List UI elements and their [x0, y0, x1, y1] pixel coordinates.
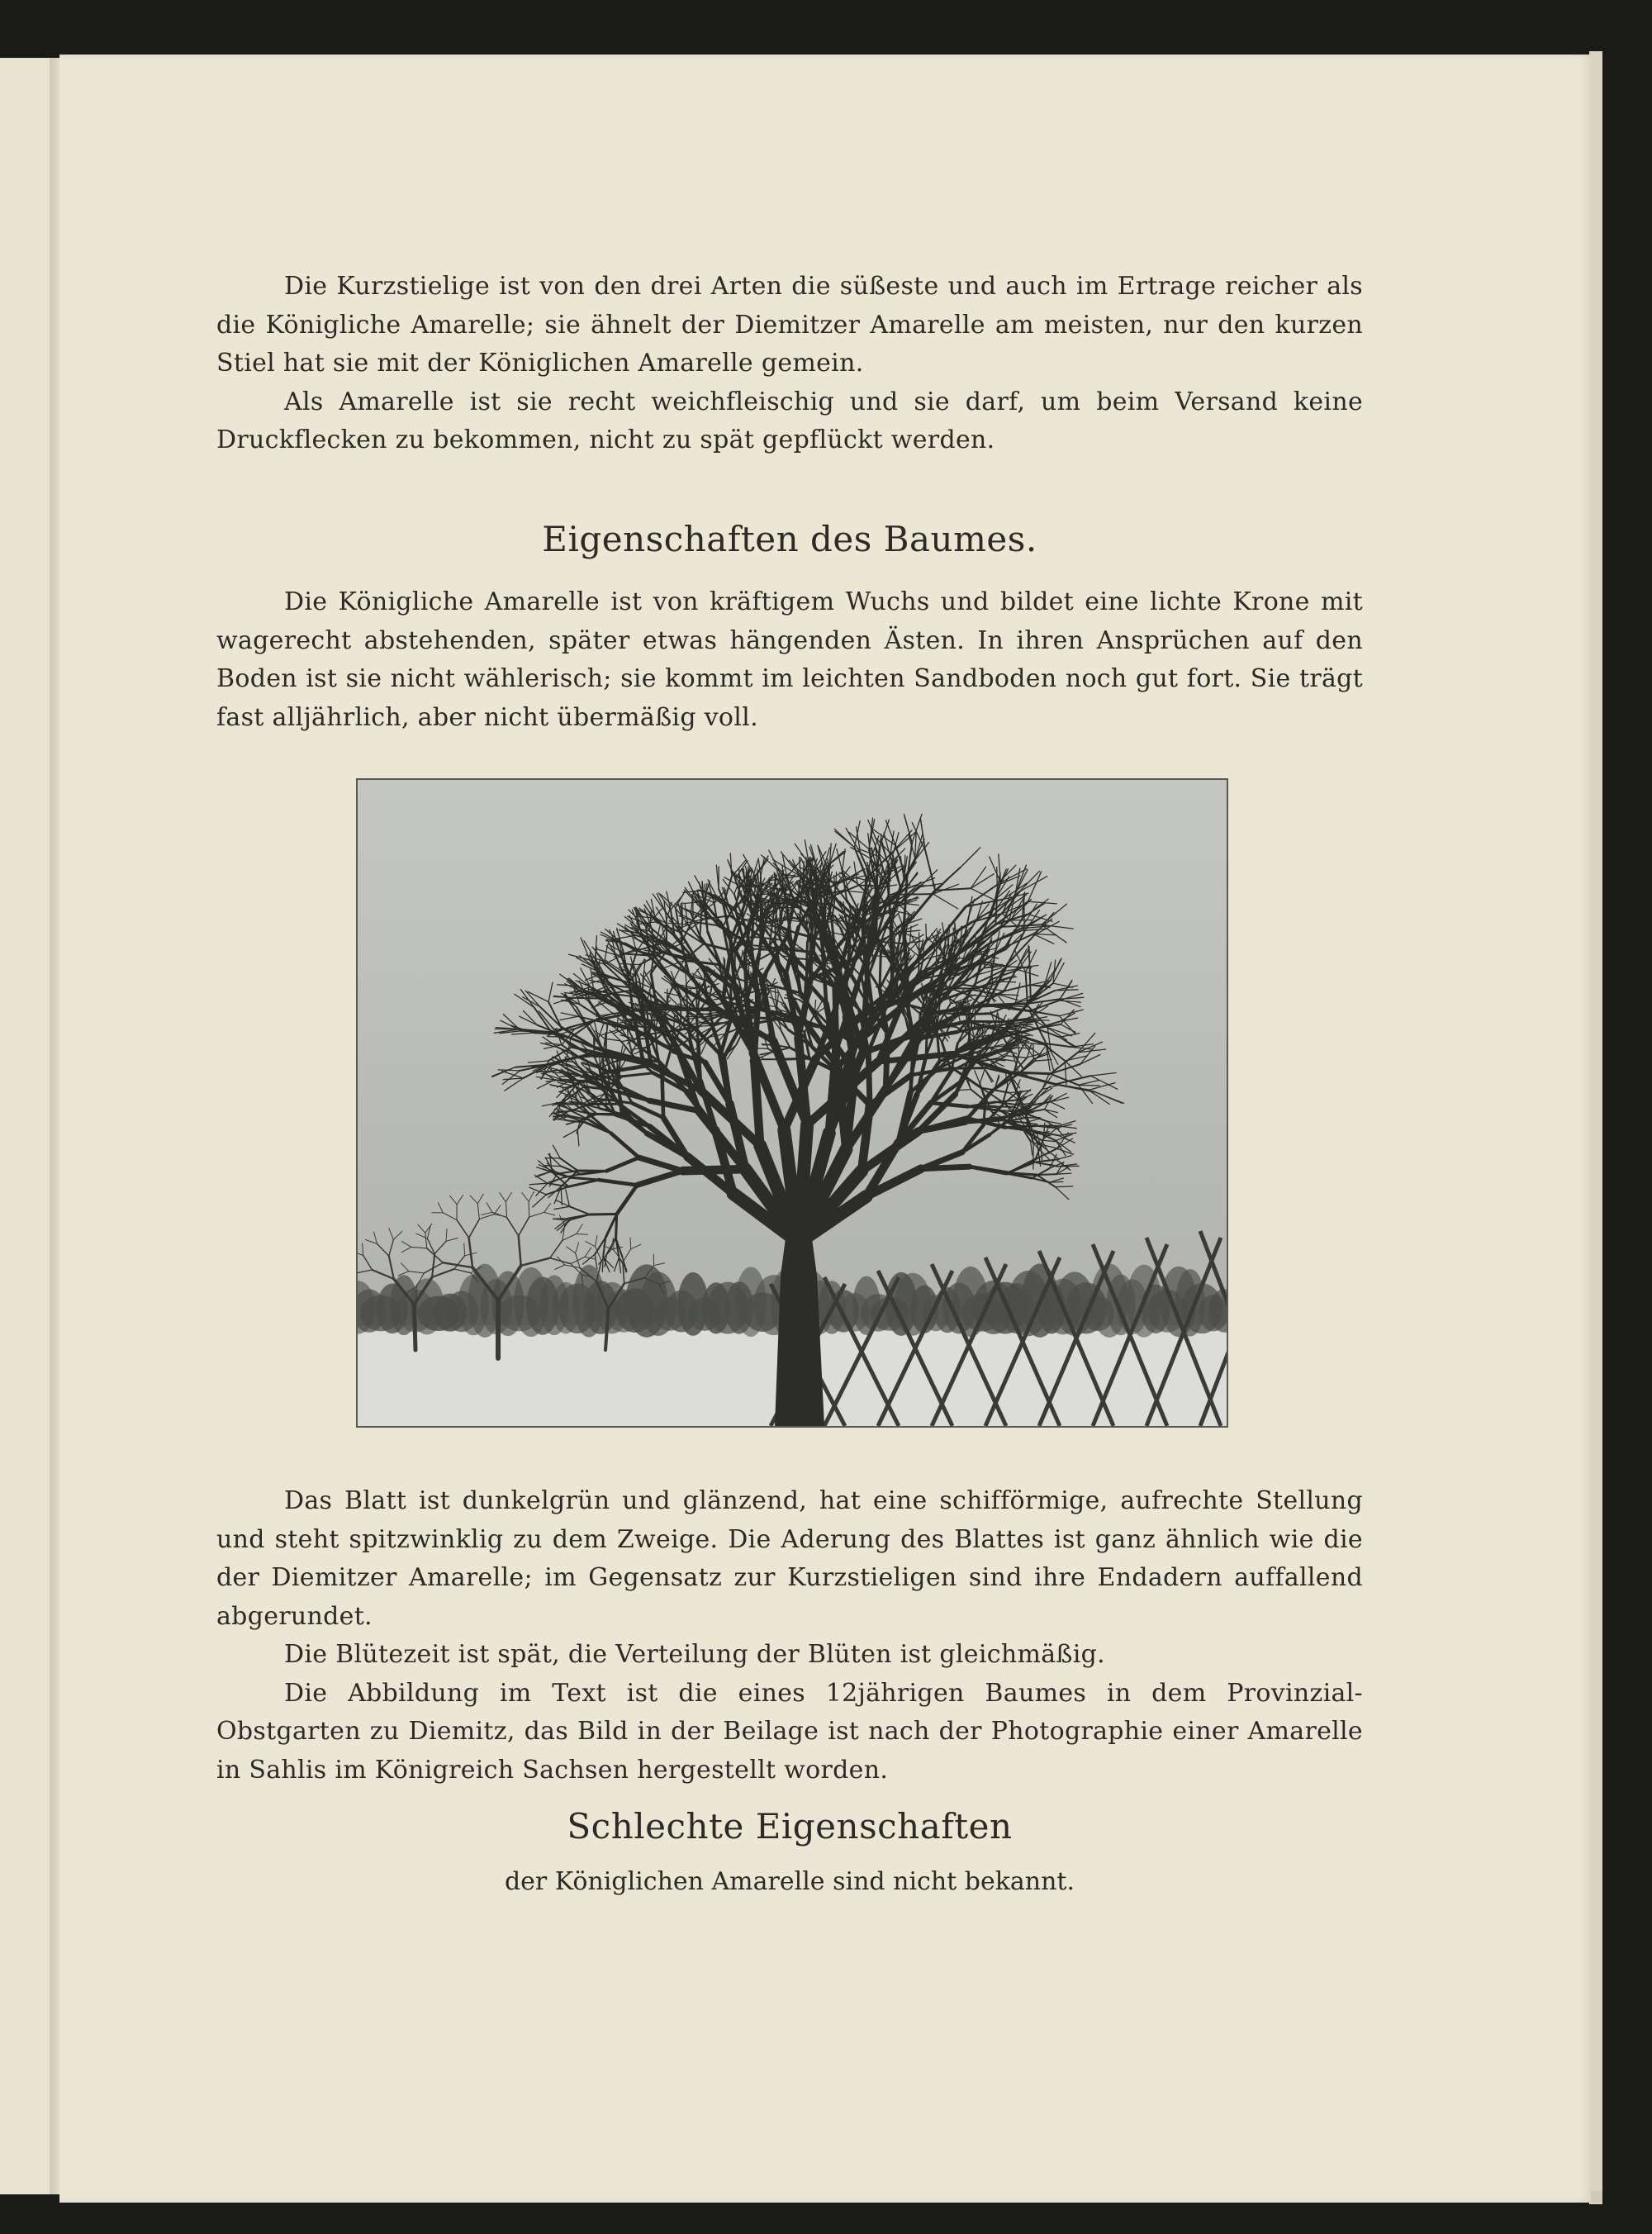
- paragraph-bloom: Die Blütezeit ist spät, die Verteilung der Blüten ist gleichmäßig.: [284, 1640, 1105, 1669]
- paragraph-tree-growth: Die Königliche Amarelle ist von kräftigem Wuchs und bildet eine lichte Krone mit wagerecht abstehenden, später etwas hängenden Ästen. In ihren Ansprüchen auf den Boden ist sie nicht wählerisch; sie kommt im leichten Sandboden noch gut fort. Sie trägt fast alljährlich, aber nicht übermäßig voll.: [216, 587, 1363, 732]
- heading-tree-properties: Eigenschaften des Baumes.: [542, 519, 1037, 559]
- left-page-edge: [0, 58, 56, 2194]
- bad-properties-note: der Königlichen Amarelle sind nicht bekannt.: [504, 1867, 1075, 1896]
- intro-text-block: [216, 268, 1363, 460]
- paragraph-illustration-note: Die Abbildung im Text ist die eines 12jährigen Baumes in dem Provinzial-Obstgarten zu Diemitz, das Bild in der Beilage ist nach der Photographie einer Amarelle in Sahlis im Königreich Sachsen hergestellt worden.: [216, 1678, 1363, 1785]
- leaf-text-block: [216, 1482, 1363, 1790]
- heading-bad-properties: Schlechte Eigenschaften: [567, 1806, 1013, 1847]
- tree-text-block: [216, 583, 1363, 737]
- tree-illustration: [358, 780, 1227, 1426]
- paragraph-kurzstielige: Die Kurzstielige ist von den drei Arten die süßeste und auch im Ertrage reicher als die Königliche Amarelle; sie ähnelt der Diemitzer Amarelle am meisten, nur den kurzen Stiel hat sie mit der Königlichen Amarelle gemein.: [216, 272, 1363, 378]
- paragraph-weichfleischig: Als Amarelle ist sie recht weichfleischig und sie darf, um beim Versand keine Druckflecken zu bekommen, nicht zu spät gepflückt werden.: [216, 387, 1363, 454]
- tree-photograph: [356, 778, 1228, 1428]
- right-page-edge: [1589, 51, 1602, 2204]
- paragraph-leaf: Das Blatt ist dunkelgrün und glänzend, hat eine schifförmige, aufrechte Stellung und steht spitzwinklig zu dem Zweige. Die Aderung des Blattes ist ganz ähnlich wie die der Diemitzer Amarelle; im Gegensatz zur Kurzstieligen sind ihre Endadern auffallend abgerundet.: [216, 1486, 1363, 1631]
